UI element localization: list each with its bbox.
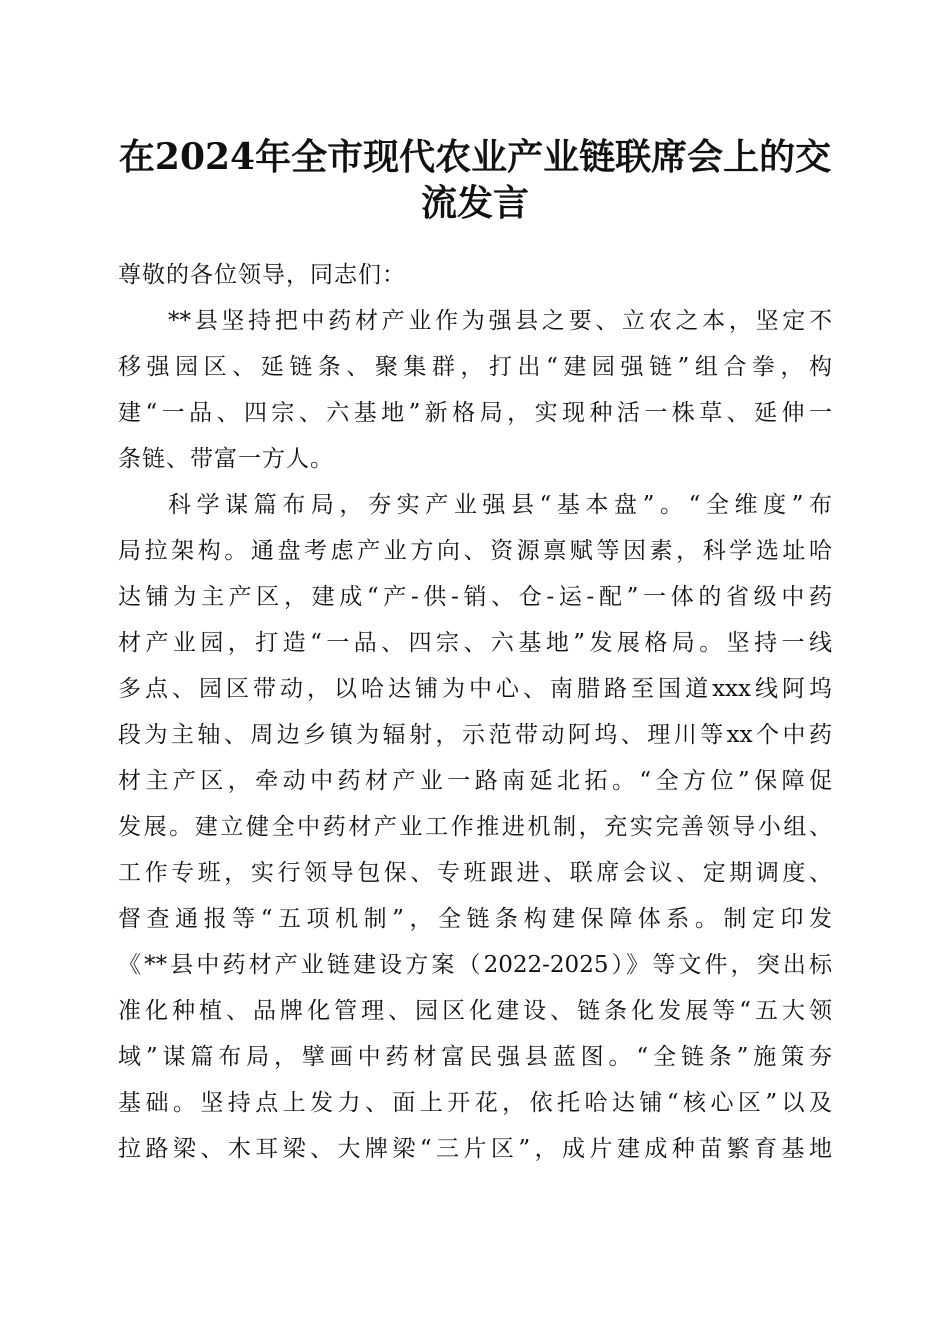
title-line: 流发言 [420, 182, 529, 224]
paragraph-line: 《**县中药材产业链建设方案（2022-2025）》等文件，突出标 [118, 952, 832, 978]
document-body [118, 252, 832, 1172]
paragraph-line: 发展。建立健全中药材产业工作推进机制，充实完善领导小组、 [118, 814, 832, 840]
paragraph-line: 域”谋篇布局，擘画中药材富民强县蓝图。“全链条”施策夯 [118, 1044, 832, 1070]
paragraph-intro [118, 298, 832, 482]
paragraph-line: 条链、带富一方人。 [118, 446, 334, 472]
paragraph-line: 材产业园，打造“一品、四宗、六基地”发展格局。坚持一线 [118, 630, 832, 656]
paragraph-line: 达铺为主产区，建成“产-供-销、仓-运-配”一体的省级中药 [118, 584, 832, 610]
paragraph-line: 多点、园区带动，以哈达铺为中心、南腊路至国道xxx线阿坞 [118, 676, 832, 702]
paragraph-line: **县坚持把中药材产业作为强县之要、立农之本，坚定不 [168, 308, 832, 334]
paragraph-line: 段为主轴、周边乡镇为辐射，示范带动阿坞、理川等xx个中药 [118, 722, 832, 748]
paragraph-layout [118, 482, 832, 1172]
paragraph-line: 督查通报等“五项机制”，全链条构建保障体系。制定印发 [118, 906, 832, 932]
title-line: 在2024年全市现代农业产业链联席会上的交 [118, 136, 832, 178]
paragraph-line: 材主产区，牵动中药材产业一路南延北拓。“全方位”保障促 [118, 768, 832, 794]
salutation: 尊敬的各位领导，同志们： [118, 262, 406, 288]
paragraph-line: 科学谋篇布局，夯实产业强县“基本盘”。“全维度”布 [168, 492, 832, 518]
paragraph-line: 准化种植、品牌化管理、园区化建设、链条化发展等“五大领 [118, 998, 832, 1024]
paragraph-line: 基础。坚持点上发力、面上开花，依托哈达铺“核心区”以及 [118, 1090, 832, 1116]
paragraph-line: 工作专班，实行领导包保、专班跟进、联席会议、定期调度、 [118, 860, 832, 886]
paragraph-line: 局拉架构。通盘考虑产业方向、资源禀赋等因素，科学选址哈 [118, 538, 832, 564]
paragraph-line: 拉路梁、木耳梁、大牌梁“三片区”，成片建成种苗繁育基地 [118, 1136, 832, 1162]
document-title [118, 134, 832, 226]
paragraph-line: 移强园区、延链条、聚集群，打出“建园强链”组合拳，构 [118, 354, 832, 380]
paragraph-line: 建“一品、四宗、六基地”新格局，实现种活一株草、延伸一 [118, 400, 832, 426]
